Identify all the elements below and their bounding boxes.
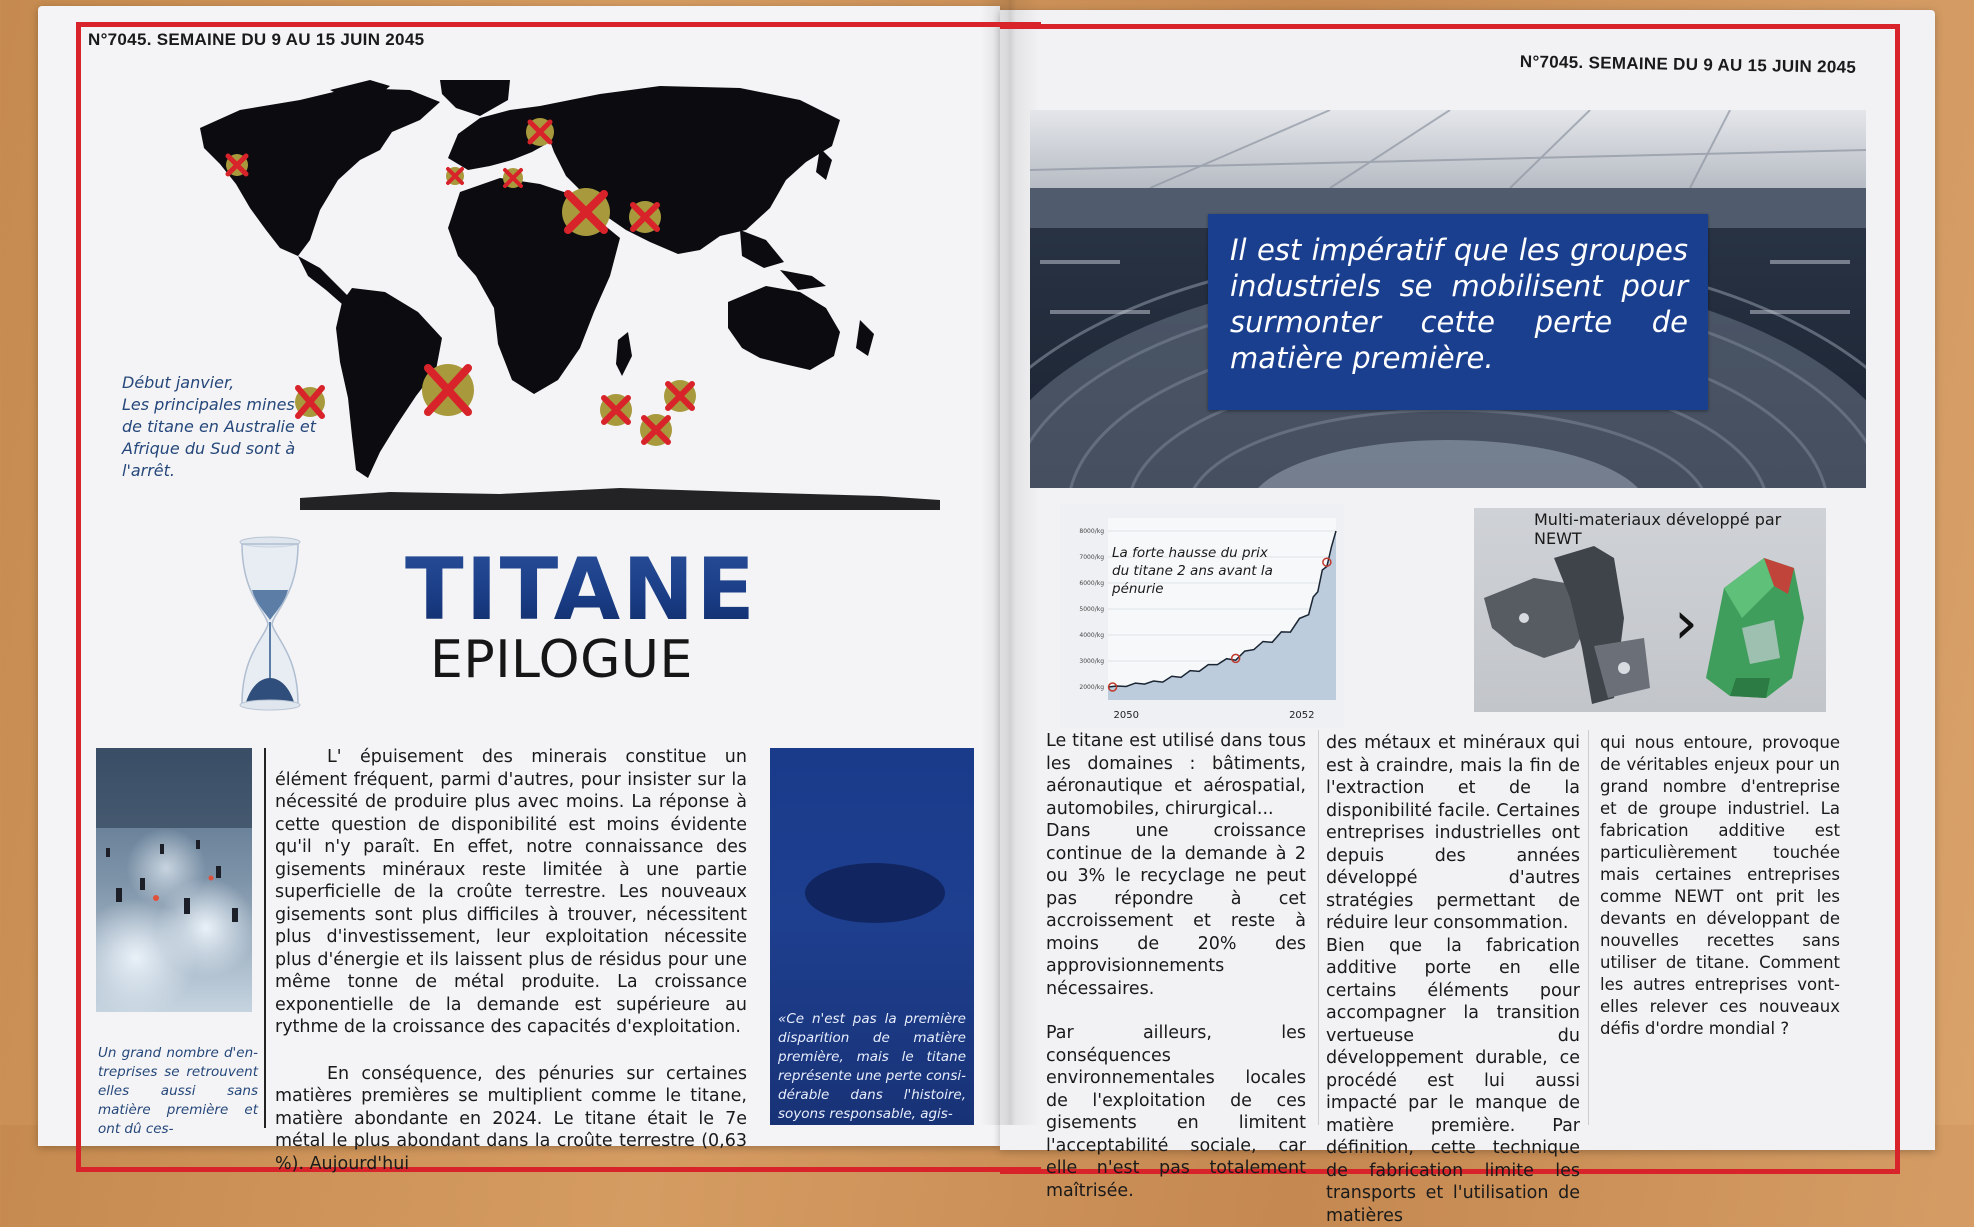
- map-caption-line: l'arrêt.: [122, 460, 352, 482]
- right-column-3: [1600, 732, 1840, 1040]
- protest-photo: [96, 748, 252, 1012]
- parts-graphic: [1474, 528, 1826, 712]
- right-col1-paragraph-2: Dans une croissance continue de la demande à 2 ou 3% le recyclage ne peut pas répondre à cet accroissement et reste à moins de 20% des approvisionnements nécessaires.: [1046, 820, 1306, 1000]
- y-tick-label: 2000/kg: [1079, 684, 1104, 691]
- map-caption-line: Début janvier,: [122, 372, 352, 394]
- map-caption-line: de titane en Australie et: [122, 416, 352, 438]
- y-tick-label: 7000/kg: [1079, 554, 1104, 561]
- right-col1-paragraph-3: Par ailleurs, les conséquences environnementales locales de l'exploitation de ces gisements en limitent l'acceptabilité sociale, car elle n'est pas totalement maîtrisée.: [1046, 1022, 1306, 1202]
- mine-marker-south-africa: [422, 364, 474, 416]
- pullquote-text: «Ce n'est pas la première disparition de matière première, mais le titane représente une perte consi-dérable dans l'histoire, soyons responsable, agis-: [778, 1010, 966, 1124]
- x-tick-label: 2050: [1114, 710, 1139, 721]
- map-caption: [122, 372, 352, 482]
- y-tick-label: 6000/kg: [1079, 580, 1104, 587]
- right-col1-paragraph-1: Le titane est utilisé dans tous les domaines : bâtiments, aéronautique et aérospatial, automobiles, chirurgical...: [1046, 730, 1306, 820]
- y-tick-label: 8000/kg: [1079, 528, 1104, 535]
- issue-header-left: N°7045. SEMAINE DU 9 AU 15 JUIN 2045: [88, 30, 424, 50]
- map-caption-line: Les principales mines: [122, 394, 352, 416]
- map-caption-line: Afrique du Sud sont à: [122, 438, 352, 460]
- price-chart-svg: [1060, 504, 1344, 728]
- mine-marker-siberia: [526, 118, 554, 146]
- green-lattice-part: [1706, 558, 1804, 698]
- article-subtitle: EPILOGUE: [430, 630, 693, 690]
- left-article-body: [275, 746, 747, 1175]
- mine-marker-east-asia: [629, 201, 661, 233]
- left-paragraph-1: L' épuisement des minerais constitue un élément fréquent, parmi d'autres, pour insister sur la nécessité de produire plus avec moins. La réponse à cette question de disponibilité est moins évidente qu'il n'y paraît. En effet, notre connaissance des gisements minéraux reste limitée à une partie superficielle de la croûte terrestre. Les nouveaux gisements sont plus difficiles à trouver, nécessitent plus d'investissement, leur exploitation nécessite plus d'énergie et ils laissent plus de résidus pour une même tonne de métal produite. La croissance exponentielle de la demande est supérieure au rythme de la croissance des capacités d'exploitation.: [275, 746, 747, 1039]
- right-column-2: [1326, 732, 1580, 1227]
- y-tick-label: 3000/kg: [1079, 658, 1104, 665]
- grey-bracket-part: [1484, 546, 1650, 704]
- chart-title: La forte hausse du prix du titane 2 ans avant la pénurie: [1112, 544, 1282, 598]
- right-col2-paragraph-2: Bien que la fabrication additive porte en elle certains éléments pour accompagner la transition vertueuse du développement durable, ce procédé est lui aussi impacté par le manque de matière première. Par définition, cette technique de fabrication limite les transports et l'utilisation de matières: [1326, 935, 1580, 1227]
- mine-marker-china: [562, 188, 610, 236]
- column-rule: [1318, 730, 1319, 1125]
- issue-header-right: N°7045. SEMAINE DU 9 AU 15 JUIN 2045: [1520, 52, 1857, 78]
- mine-marker-russia-west: [503, 168, 523, 188]
- hourglass-icon: [230, 534, 310, 714]
- photo-caption: Un grand nombre d'en-treprises se retrouvent elles aussi sans matière première et ont dû ces-: [98, 1044, 258, 1139]
- right-column-1: [1046, 730, 1306, 1202]
- column-rule: [264, 748, 266, 1128]
- mine-marker-australia-east: [664, 380, 696, 412]
- banner-quote-box: [1208, 214, 1708, 410]
- y-tick-label: 4000/kg: [1079, 632, 1104, 639]
- article-title: TITANE: [405, 540, 757, 640]
- banner-quote-text: Il est impératif que les groupes industriels se mobilisent pour surmonter cette perte de matière première.: [1230, 232, 1688, 376]
- x-tick-label: 2052: [1289, 710, 1314, 721]
- column-rule: [1588, 730, 1589, 1125]
- right-col2-paragraph-1: des métaux et minéraux qui est à craindre, mais la fin de l'extraction et de la disponibilité facile. Certaines entreprises industrielles ont depuis des années développé d'autres stratégies permettant de réduire leur consommation.: [1326, 732, 1580, 935]
- mine-marker-north-america: [226, 154, 248, 176]
- mine-marker-europe: [446, 167, 464, 185]
- multi-material-image: [1474, 508, 1826, 712]
- price-chart: [1060, 504, 1344, 728]
- pullquote-panel: [770, 748, 974, 1125]
- dark-shape-graphic: [800, 858, 950, 928]
- y-tick-label: 5000/kg: [1079, 606, 1104, 613]
- multi-material-caption: Multi-materiaux développé par NEWT: [1534, 510, 1826, 548]
- right-col3-paragraph-1: qui nous entoure, provoque de véritables enjeux pour un grand nombre d'entreprise et de groupe industriel. La fabrication additive est particulièrement touchée mais certaines entreprises comme NEWT ont prit les devants en développant de nouvelles recettes sans utiliser de titane. Comment les autres entreprises vont-elles relever ces nouveaux défis d'ordre mondial ?: [1600, 732, 1840, 1040]
- mine-marker-australia-south: [640, 414, 672, 446]
- transform-arrow-icon: ›: [1674, 588, 1698, 658]
- mine-marker-australia-west: [600, 394, 632, 426]
- left-paragraph-2: En conséquence, des pénuries sur certaines matières premières se multiplient comme le titane, matière abondante en 2024. Le titane était le 7e métal le plus abondant dans la croûte terrestre (0,63 %). Aujourd'hui: [275, 1063, 747, 1176]
